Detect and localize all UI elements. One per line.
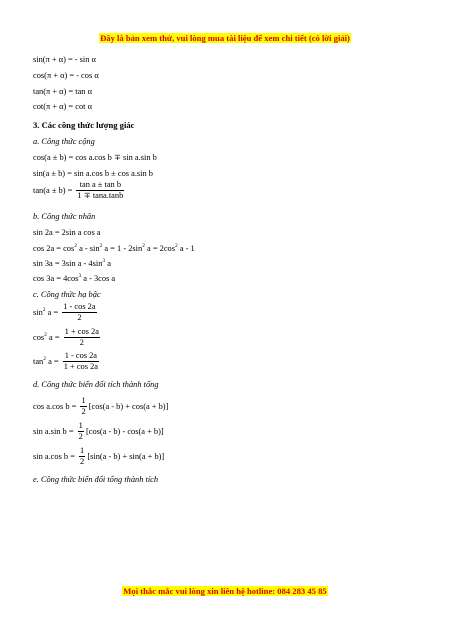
formula-sin-sin	[33, 422, 164, 442]
exponent: 2	[42, 306, 46, 313]
text: a = 1 - 2sin	[102, 244, 143, 253]
formula-lhs	[33, 308, 58, 317]
exponent: 2	[142, 243, 145, 249]
denominator: 2	[80, 457, 85, 467]
formula-cos-3a	[33, 274, 115, 283]
text: sin 3a = 3sin a - 4sin	[33, 259, 103, 268]
formula-cos-pi-plus-alpha: cos(π + α) = - cos α	[33, 71, 99, 80]
preview-notice: Đây là bản xem thử, vui lòng mua tài liệu để xem chi tiết (có lời giải)	[100, 33, 350, 43]
formula-sin-cos	[33, 447, 164, 467]
numerator: 1 - cos 2a	[62, 303, 96, 313]
denominator: 1 + cos 2a	[63, 362, 98, 372]
text: a =	[46, 332, 60, 342]
formula-lhs: sin a.sin b =	[33, 426, 74, 436]
text: tan	[33, 356, 44, 366]
denominator: 2	[78, 432, 83, 442]
text: cos 2a = cos	[33, 244, 75, 253]
denominator: 1 ∓ tana.tanb	[77, 191, 124, 201]
fraction-half	[80, 397, 86, 417]
text: cos 3a = 4cos	[33, 274, 79, 283]
numerator: 1	[78, 422, 84, 432]
formula-tan-pi-plus-alpha: tan(π + α) = tan α	[33, 87, 92, 96]
numerator: tan a ± tan b	[76, 181, 124, 191]
exponent: 2	[44, 331, 47, 338]
subsection-product-to-sum: d. Công thức biến đổi tích thành tổng	[33, 380, 159, 389]
numerator: 1	[80, 397, 86, 407]
exponent: 3	[102, 258, 106, 264]
formula-lhs: sin a.cos b =	[33, 451, 75, 461]
text: cos	[33, 332, 45, 342]
subsection-sum-to-product: e. Công thức biến đổi tổng thành tích	[33, 475, 159, 484]
text: sin	[33, 307, 43, 317]
numerator: 1 + cos 2a	[64, 328, 100, 338]
text: a - 3cos a	[81, 274, 116, 283]
denominator: 2	[79, 338, 84, 348]
section-title: 3. Các công thức lượng giác	[33, 120, 135, 130]
formula-sin-sum: sin(a ± b) = sin a.cos b ± cos a.sin b	[33, 169, 153, 178]
fraction	[63, 352, 99, 372]
formula-sin-pi-plus-alpha: sin(π + α) = - sin α	[33, 55, 96, 64]
exponent: 3	[78, 273, 82, 279]
formula-cos-squared	[33, 328, 100, 348]
exponent: 2	[175, 243, 178, 249]
fraction	[76, 181, 124, 201]
fraction-half	[78, 422, 84, 442]
fraction	[62, 303, 96, 323]
exponent: 2	[74, 243, 77, 249]
formula-rhs: [cos(a - b) - cos(a + b)]	[85, 426, 164, 436]
hotline-notice: Mọi thắc mắc vui lòng xin liên hệ hotline: 084 283 45 85	[123, 586, 327, 596]
text: a = 2cos	[144, 244, 175, 253]
formula-rhs: [sin(a - b) + sin(a + b)]	[87, 451, 165, 461]
formula-cos-cos	[33, 397, 168, 417]
text: a - sin	[77, 244, 100, 253]
exponent: 2	[99, 243, 103, 249]
text: a =	[45, 356, 59, 366]
exponent: 2	[43, 355, 46, 362]
formula-sin-squared	[33, 303, 97, 323]
formula-rhs: [cos(a - b) + cos(a + b)]	[88, 401, 169, 411]
subsection-power-reduction: c. Công thức hạ bậc	[33, 290, 101, 299]
formula-cos-2a	[33, 244, 195, 253]
text: a	[105, 259, 111, 268]
denominator: 2	[81, 407, 86, 417]
formula-sin-3a	[33, 259, 111, 268]
text: a =	[45, 307, 59, 317]
subsection-multiplication: b. Công thức nhân	[33, 212, 96, 221]
formula-tan-squared	[33, 352, 99, 372]
fraction-half	[79, 447, 85, 467]
formula-sin-2a: sin 2a = 2sin a cos a	[33, 228, 101, 237]
fraction	[64, 328, 100, 348]
formula-lhs	[33, 333, 60, 342]
text: a - 1	[177, 244, 195, 253]
formula-lhs	[33, 357, 59, 366]
formula-lhs: cos a.cos b =	[33, 401, 77, 411]
formula-cot-pi-plus-alpha: cot(π + α) = cot α	[33, 102, 92, 111]
numerator: 1 - cos 2a	[63, 352, 99, 362]
denominator: 2	[77, 313, 82, 323]
numerator: 1	[79, 447, 85, 457]
subsection-addition: a. Công thức cộng	[33, 137, 95, 146]
formula-tan-sum	[33, 181, 124, 201]
formula-lhs: tan(a ± b) =	[33, 185, 73, 195]
formula-cos-sum: cos(a ± b) = cos a.cos b ∓ sin a.sin b	[33, 153, 157, 162]
